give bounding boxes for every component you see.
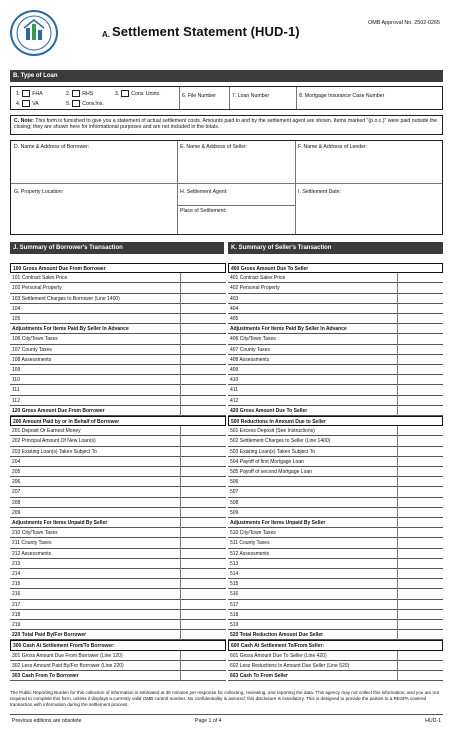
amount-cell-divider bbox=[397, 283, 398, 293]
note-body: This form is furnished to give you a statement of actual settlement costs. Amounts paid to and by the settlement agent are shown. Items marked "(p.o.c.)" were paid outside the closing; they are shown here for informational purposes and are not included in the totals. bbox=[14, 118, 438, 131]
amount-cell-divider bbox=[180, 671, 181, 681]
summary-line[interactable]: 505 Payoff of second Mortgage Loan bbox=[228, 467, 443, 477]
amount-cell-divider bbox=[397, 600, 398, 610]
option-label: Conv.Ins. bbox=[82, 100, 104, 107]
summary-line[interactable]: 509 bbox=[228, 508, 443, 518]
amount-cell-divider bbox=[397, 661, 398, 671]
summary-line[interactable]: 216 bbox=[10, 589, 226, 599]
option-number: 5. bbox=[66, 100, 71, 107]
summary-line[interactable]: 407 County Taxes bbox=[228, 345, 443, 355]
previous-editions-note: Previous editions are obsolete bbox=[12, 718, 82, 724]
amount-cell-divider bbox=[180, 396, 181, 406]
amount-cell-divider bbox=[397, 406, 398, 416]
amount-cell-divider bbox=[180, 620, 181, 630]
summary-line[interactable]: 502 Settlement Charges to Seller (Line 1400) bbox=[228, 436, 443, 446]
summary-line[interactable]: 103 Settlement Charges to Borrower (Line 1400) bbox=[10, 294, 226, 304]
amount-cell-divider bbox=[180, 610, 181, 620]
amount-cell-divider bbox=[397, 518, 398, 528]
lender-field[interactable]: F. Name & Address of Lender: bbox=[298, 144, 368, 150]
summary-line[interactable]: 108 Assessments bbox=[10, 355, 226, 365]
summary-line[interactable]: 211 County Taxes bbox=[10, 538, 226, 548]
amount-cell-divider bbox=[180, 365, 181, 375]
amount-cell-divider bbox=[180, 314, 181, 324]
amount-cell-divider bbox=[180, 283, 181, 293]
summary-line[interactable]: 214 bbox=[10, 569, 226, 579]
summary-line[interactable]: 202 Principal Amount Of New Loan(s) bbox=[10, 436, 226, 446]
amount-cell-divider bbox=[397, 671, 398, 681]
summary-line[interactable]: 111 bbox=[10, 385, 226, 395]
amount-cell-divider bbox=[180, 487, 181, 497]
summary-line[interactable]: 512 Assessments bbox=[228, 549, 443, 559]
summary-line[interactable]: 301 Gross Amount Due From Borrower (Line 120) bbox=[10, 651, 226, 661]
divider bbox=[11, 183, 442, 184]
mortgage-insurance-case-field[interactable]: 8. Mortgage Insurance Case Number bbox=[299, 93, 385, 99]
borrower-summary-bar: J. Summary of Borrower's Transaction bbox=[10, 242, 224, 254]
omb-approval: OMB Approval No. 2502-0265 bbox=[368, 20, 440, 26]
option-number: 1. bbox=[16, 90, 21, 97]
option-number: 4. bbox=[16, 100, 21, 107]
amount-cell-divider bbox=[180, 426, 181, 436]
summary-line[interactable]: 209 bbox=[10, 508, 226, 518]
summary-line[interactable]: 404 bbox=[228, 304, 443, 314]
amount-cell-divider bbox=[397, 549, 398, 559]
amount-cell-divider bbox=[180, 406, 181, 416]
note-box bbox=[10, 115, 443, 135]
amount-cell-divider bbox=[397, 457, 398, 467]
amount-cell-divider bbox=[180, 345, 181, 355]
summary-line: Adjustments For Items Unpaid By Seller bbox=[228, 518, 443, 528]
note-label: C. Note: bbox=[14, 118, 34, 124]
borrower-summary-table bbox=[10, 263, 226, 683]
summary-line[interactable]: 513 bbox=[228, 559, 443, 569]
summary-line[interactable]: 110 bbox=[10, 375, 226, 385]
summary-line[interactable]: 403 bbox=[228, 294, 443, 304]
option-label: VA bbox=[32, 100, 39, 107]
summary-line[interactable]: 208 bbox=[10, 498, 226, 508]
divider bbox=[177, 141, 178, 234]
summary-line[interactable]: 106 City/Town Taxes bbox=[10, 334, 226, 344]
loan-type-fha[interactable] bbox=[16, 90, 43, 97]
amount-cell-divider bbox=[180, 436, 181, 446]
amount-cell-divider bbox=[397, 385, 398, 395]
summary-line[interactable]: 507 bbox=[228, 487, 443, 497]
summary-line[interactable]: 105 bbox=[10, 314, 226, 324]
amount-cell-divider bbox=[180, 538, 181, 548]
summary-line: 120 Gross Amount Due From Borrower bbox=[10, 406, 226, 416]
footer-divider bbox=[10, 714, 443, 715]
amount-cell-divider bbox=[180, 355, 181, 365]
amount-cell-divider bbox=[180, 375, 181, 385]
summary-line[interactable]: 218 bbox=[10, 610, 226, 620]
divider bbox=[296, 87, 297, 109]
place-of-settlement-field[interactable]: Place of Settlement: bbox=[180, 208, 227, 214]
amount-cell-divider bbox=[397, 436, 398, 446]
amount-cell-divider bbox=[397, 569, 398, 579]
summary-line[interactable]: 406 City/Town Taxes bbox=[228, 334, 443, 344]
amount-cell-divider bbox=[397, 426, 398, 436]
summary-line[interactable]: 215 bbox=[10, 579, 226, 589]
summary-line[interactable]: 213 bbox=[10, 559, 226, 569]
type-of-loan-bar: B. Type of Loan bbox=[10, 70, 443, 82]
summary-line[interactable]: 501 Excess Deposit (See Instructions) bbox=[228, 426, 443, 436]
summary-line[interactable]: 508 bbox=[228, 498, 443, 508]
summary-line: 303 Cash From To Borrower bbox=[10, 671, 226, 681]
parties-box bbox=[10, 140, 443, 235]
hud-seal-icon bbox=[12, 12, 56, 54]
summary-line: 200 Amount Paid by or In Behalf of Borrower bbox=[10, 416, 226, 426]
property-location-field[interactable]: G. Property Location: bbox=[14, 189, 64, 195]
amount-cell-divider bbox=[397, 651, 398, 661]
summary-line[interactable]: 201 Deposit Or Earnest Money bbox=[10, 426, 226, 436]
loan-number-field[interactable]: 7. Loan Number bbox=[232, 93, 270, 99]
summary-line[interactable]: 516 bbox=[228, 589, 443, 599]
summary-line[interactable]: 104 bbox=[10, 304, 226, 314]
summary-line[interactable]: 506 bbox=[228, 477, 443, 487]
summary-line[interactable]: 511 County Taxes bbox=[228, 538, 443, 548]
amount-cell-divider bbox=[397, 487, 398, 497]
summary-line[interactable]: 203 Existing Loan(s) Taken Subject To bbox=[10, 447, 226, 457]
amount-cell-divider bbox=[180, 324, 181, 334]
amount-cell-divider bbox=[397, 579, 398, 589]
amount-cell-divider bbox=[397, 334, 398, 344]
summary-line[interactable]: 411 bbox=[228, 385, 443, 395]
amount-cell-divider bbox=[397, 498, 398, 508]
summary-line[interactable]: 210 City/Town Taxes bbox=[10, 528, 226, 538]
summary-line[interactable]: 402 Personal Property bbox=[228, 283, 443, 293]
amount-cell-divider bbox=[180, 498, 181, 508]
summary-line[interactable]: 112 bbox=[10, 396, 226, 406]
summary-line[interactable]: 518 bbox=[228, 610, 443, 620]
type-of-loan-box bbox=[10, 86, 443, 110]
summary-line: 300 Cash At Settlement From/To Borrower: bbox=[10, 640, 226, 650]
loan-type-conv-unins[interactable] bbox=[115, 90, 161, 97]
divider bbox=[295, 141, 296, 234]
amount-cell-divider bbox=[397, 365, 398, 375]
hud-seal-logo bbox=[10, 10, 58, 56]
option-label: Conv. Unins. bbox=[131, 90, 161, 97]
settlement-date-field[interactable]: I. Settlement Date: bbox=[298, 189, 341, 195]
file-number-field[interactable]: 6. File Number bbox=[182, 93, 217, 99]
summary-line[interactable]: 602 Less Reductions In Amount Due Seller (Line 520) bbox=[228, 661, 443, 671]
loan-type-va[interactable] bbox=[16, 100, 39, 107]
summary-line: 220 Total Paid By/For Borrower bbox=[10, 630, 226, 640]
amount-cell-divider bbox=[180, 334, 181, 344]
amount-cell-divider bbox=[397, 273, 398, 283]
amount-cell-divider bbox=[180, 579, 181, 589]
summary-line[interactable]: 102 Personal Property bbox=[10, 283, 226, 293]
amount-cell-divider bbox=[180, 508, 181, 518]
amount-cell-divider bbox=[397, 620, 398, 630]
amount-cell-divider bbox=[397, 508, 398, 518]
summary-line[interactable]: 109 bbox=[10, 365, 226, 375]
summary-line: Adjustments For Items Paid By Seller In Advance bbox=[10, 324, 226, 334]
summary-line[interactable]: 504 Payoff of first Mortgage Loan bbox=[228, 457, 443, 467]
summary-line[interactable]: 207 bbox=[10, 487, 226, 497]
summary-line[interactable]: 519 bbox=[228, 620, 443, 630]
amount-cell-divider bbox=[397, 467, 398, 477]
amount-cell-divider bbox=[180, 477, 181, 487]
summary-line: 100 Gross Amount Due From Borrower bbox=[10, 263, 226, 273]
summary-line[interactable]: 408 Assessments bbox=[228, 355, 443, 365]
amount-cell-divider bbox=[397, 559, 398, 569]
summary-line[interactable]: 205 bbox=[10, 467, 226, 477]
amount-cell-divider bbox=[397, 345, 398, 355]
summary-line[interactable]: 217 bbox=[10, 600, 226, 610]
form-id: HUD-1 bbox=[425, 718, 441, 724]
amount-cell-divider bbox=[180, 651, 181, 661]
checkbox[interactable] bbox=[72, 100, 80, 107]
summary-line[interactable]: 409 bbox=[228, 365, 443, 375]
summary-line[interactable]: 514 bbox=[228, 569, 443, 579]
summary-line[interactable]: 517 bbox=[228, 600, 443, 610]
summary-line[interactable]: 219 bbox=[10, 620, 226, 630]
summary-line[interactable]: 410 bbox=[228, 375, 443, 385]
checkbox[interactable] bbox=[22, 100, 30, 107]
summary-line[interactable]: 212 Assessments bbox=[10, 549, 226, 559]
seller-summary-bar: K. Summary of Seller's Transaction bbox=[228, 242, 443, 254]
note-text bbox=[14, 118, 439, 131]
summary-line: 400 Gross Amount Due To Seller bbox=[228, 263, 443, 273]
amount-cell-divider bbox=[397, 610, 398, 620]
summary-line[interactable]: 401 Contract Sales Price bbox=[228, 273, 443, 283]
amount-cell-divider bbox=[397, 477, 398, 487]
option-label: RHS bbox=[82, 90, 94, 97]
summary-line: Adjustments For Items Paid By Seller In Advance bbox=[228, 324, 443, 334]
amount-cell-divider bbox=[180, 630, 181, 640]
divider bbox=[178, 205, 295, 206]
page-title: Settlement Statement (HUD-1) bbox=[112, 24, 300, 39]
loan-type-conv-ins[interactable] bbox=[66, 100, 104, 107]
amount-cell-divider bbox=[180, 661, 181, 671]
summary-line[interactable]: 101 Contract Sales Price bbox=[10, 273, 226, 283]
summary-line[interactable]: 206 bbox=[10, 477, 226, 487]
divider bbox=[179, 87, 180, 109]
amount-cell-divider bbox=[397, 304, 398, 314]
summary-line[interactable]: 412 bbox=[228, 396, 443, 406]
amount-cell-divider bbox=[180, 589, 181, 599]
option-number: 3. bbox=[115, 90, 120, 97]
borrower-field[interactable]: D. Name & Address of Borrower: bbox=[14, 144, 90, 150]
amount-cell-divider bbox=[397, 396, 398, 406]
option-number: 2. bbox=[66, 90, 71, 97]
amount-cell-divider bbox=[180, 385, 181, 395]
amount-cell-divider bbox=[397, 324, 398, 334]
summary-line[interactable]: 204 bbox=[10, 457, 226, 467]
amount-cell-divider bbox=[180, 600, 181, 610]
settlement-agent-field[interactable]: H. Settlement Agent: bbox=[180, 189, 228, 195]
amount-cell-divider bbox=[180, 304, 181, 314]
summary-line: 500 Reductions In Amount Due to Seller bbox=[228, 416, 443, 426]
amount-cell-divider bbox=[180, 457, 181, 467]
checkbox[interactable] bbox=[72, 90, 80, 97]
amount-cell-divider bbox=[397, 294, 398, 304]
summary-line[interactable]: 405 bbox=[228, 314, 443, 324]
summary-line: 520 Total Reduction Amount Due Seller bbox=[228, 630, 443, 640]
amount-cell-divider bbox=[397, 589, 398, 599]
loan-type-rhs[interactable] bbox=[66, 90, 93, 97]
summary-line[interactable]: 503 Existing Loan(s) Taken Subject To bbox=[228, 447, 443, 457]
summary-line: 603 Cash To From Seller bbox=[228, 671, 443, 681]
page-number: Page 1 of 4 bbox=[195, 718, 222, 724]
option-label: FHA bbox=[32, 90, 43, 97]
amount-cell-divider bbox=[397, 630, 398, 640]
summary-line: 600 Cash At Settlement To/From Seller: bbox=[228, 640, 443, 650]
amount-cell-divider bbox=[180, 447, 181, 457]
amount-cell-divider bbox=[397, 355, 398, 365]
amount-cell-divider bbox=[180, 569, 181, 579]
checkbox[interactable] bbox=[121, 90, 129, 97]
amount-cell-divider bbox=[397, 538, 398, 548]
summary-line: 420 Gross Amount Due To Seller bbox=[228, 406, 443, 416]
amount-cell-divider bbox=[397, 375, 398, 385]
amount-cell-divider bbox=[397, 314, 398, 324]
summary-line[interactable]: 601 Gross Amount Due To Seller (Line 420) bbox=[228, 651, 443, 661]
amount-cell-divider bbox=[397, 447, 398, 457]
section-a-prefix: A. bbox=[102, 30, 110, 39]
amount-cell-divider bbox=[180, 549, 181, 559]
amount-cell-divider bbox=[180, 518, 181, 528]
divider bbox=[229, 87, 230, 109]
seller-summary-table bbox=[228, 263, 443, 683]
seller-field[interactable]: E. Name & Address of Seller: bbox=[180, 144, 248, 150]
summary-line[interactable]: 510 City/Town Taxes bbox=[228, 528, 443, 538]
summary-line[interactable]: 107 County Taxes bbox=[10, 345, 226, 355]
amount-cell-divider bbox=[180, 294, 181, 304]
summary-line: Adjustments For Items Unpaid By Seller bbox=[10, 518, 226, 528]
checkbox[interactable] bbox=[22, 90, 30, 97]
burden-statement: The Public Reporting Burden for this collection of information is estimated at 35 minutes per response for collecting, reviewing, and reporting the data. This agency may not collect this information, and you are not required to complete this form, unless it displays a currently valid OMB control number. No confidentiality is assured; this disclosure is mandatory. This is designed to provide the parties to a RESPA covered transaction with information during the settlement process. bbox=[10, 690, 439, 707]
amount-cell-divider bbox=[180, 559, 181, 569]
summary-line[interactable]: 302 Less Amount Paid By/For Borrower (Line 220) bbox=[10, 661, 226, 671]
amount-cell-divider bbox=[180, 467, 181, 477]
amount-cell-divider bbox=[180, 273, 181, 283]
summary-line[interactable]: 515 bbox=[228, 579, 443, 589]
amount-cell-divider bbox=[397, 528, 398, 538]
amount-cell-divider bbox=[180, 528, 181, 538]
